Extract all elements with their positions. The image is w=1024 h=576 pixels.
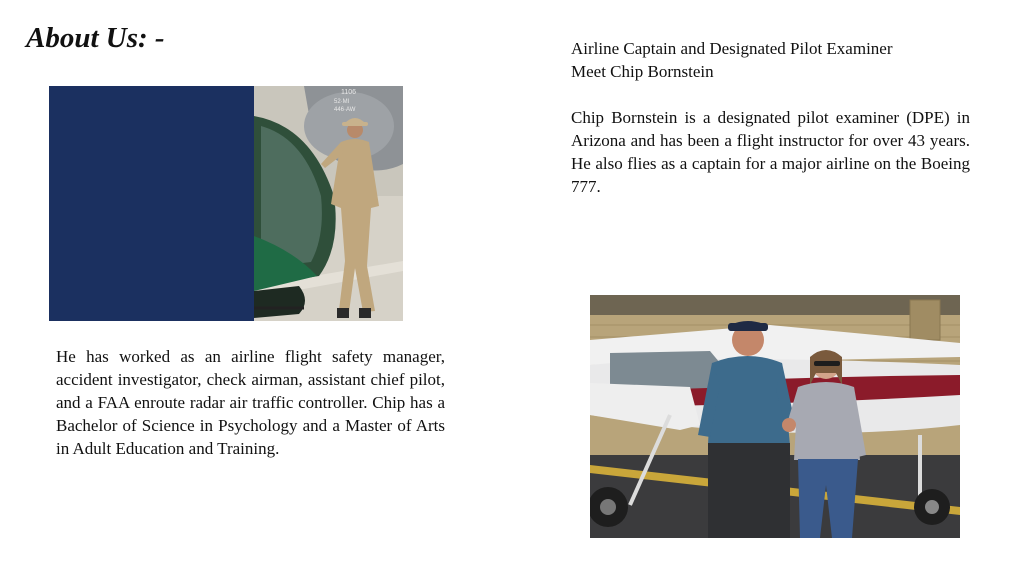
intro-bio: Chip Bornstein is a designated pilot examiner (DPE) in Arizona and has been a flight instructor for over 43 years. He also flies as a captain for a major airline on the Boeing 777. [571, 108, 970, 196]
aircraft-marking-1: 1106 [341, 89, 357, 96]
aircraft-marking-2: 52·MI [334, 99, 350, 105]
aircraft-marking-3: 446·AW [334, 107, 356, 113]
background-paragraph: He has worked as an airline flight safety manager, accident investigator, check airman, assistant chief pilot, and a FAA enroute radar air traffic controller. Chip has a Bachelor of Science in Psychology and a Master of Arts in Adult Education and Training. [56, 347, 445, 458]
pilot-student-photo [590, 295, 960, 538]
pilot-helicopter-photo [49, 86, 403, 321]
page-title: About Us: - [26, 22, 165, 54]
pilot-helicopter-illustration [49, 86, 403, 321]
navy-block [49, 86, 254, 321]
intro-heading-line1: Airline Captain and Designated Pilot Examiner [571, 39, 893, 58]
pilot-student-illustration [590, 295, 960, 538]
intro-heading-line2: Meet Chip Bornstein [571, 62, 714, 81]
intro-section [571, 37, 970, 198]
